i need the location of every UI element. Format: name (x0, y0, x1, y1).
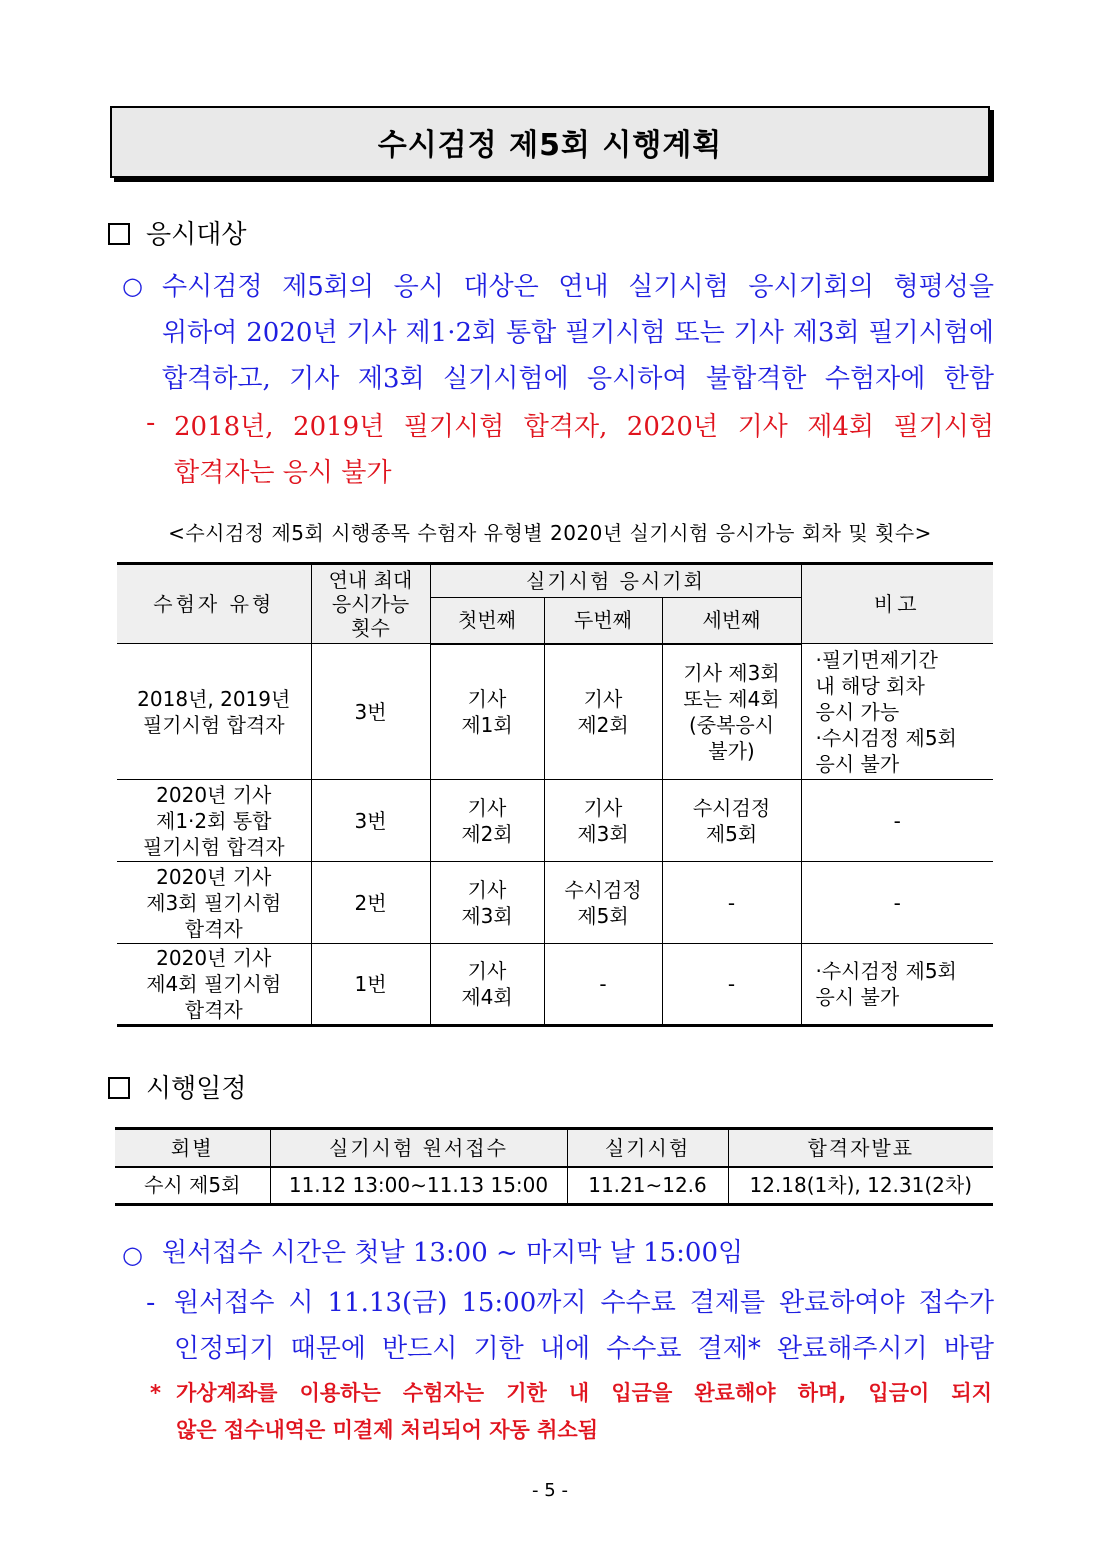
header-third: 세번째 (662, 598, 801, 644)
cell-exam: 11.21∼12.6 (567, 1167, 728, 1205)
exclusion-note (174, 404, 994, 496)
dash-bullet: - (146, 1288, 156, 1318)
table-caption: <수시검정 제5회 시행종목 수험자 유형별 2020년 실기시험 응시가능 회차 및 횟수> (168, 521, 932, 545)
header-candidate-type: 수험자 유형 (117, 564, 311, 644)
payment-note (174, 1280, 994, 1372)
cell-third: 수시검정 제5회 (662, 780, 801, 862)
header-exam-chances: 실기시험 응시기회 (430, 564, 801, 598)
cell-second: 수시검정 제5회 (544, 862, 662, 944)
cell-note: ·수시검정 제5회 응시 불가 (801, 944, 993, 1026)
section-heading-text: 시행일정 (146, 1074, 247, 1104)
cell-third: - (662, 944, 801, 1026)
header-application: 실기시험 원서접수 (270, 1129, 567, 1167)
paragraph-line: 원서접수 시 11.13(금) 15:00까지 수수료 결제를 완료하여야 접수가 (174, 1288, 994, 1318)
cell-first: 기사 제3회 (430, 862, 544, 944)
paragraph-line: 합격자는 응시 불가 (174, 458, 392, 488)
page-title: 수시검정 제5회 시행계획 (110, 106, 990, 178)
cell-note: ·필기면제기간 내 해당 회차 응시 가능 ·수시검정 제5회 응시 불가 (801, 644, 993, 780)
cell-max: 3번 (311, 644, 430, 780)
paragraph-line: 인정되기 때문에 반드시 기한 내에 수수료 결제* 완료해주시기 바람 (174, 1334, 994, 1364)
table-row (117, 944, 993, 1026)
header-second: 두번째 (544, 598, 662, 644)
cell-announcement: 12.18(1차), 12.31(2차) (728, 1167, 993, 1205)
cell-max: 3번 (311, 780, 430, 862)
dash-bullet: - (146, 408, 156, 438)
cell-type: 2020년 기사 제4회 필기시험 합격자 (117, 944, 311, 1026)
cell-second: - (544, 944, 662, 1026)
cell-round: 수시 제5회 (115, 1167, 270, 1205)
cell-type: 2020년 기사 제3회 필기시험 합격자 (117, 862, 311, 944)
eligibility-table (117, 562, 993, 1027)
cell-first: 기사 제1회 (430, 644, 544, 780)
cell-note: - (801, 862, 993, 944)
cell-first: 기사 제2회 (430, 780, 544, 862)
paragraph-line: 2018년, 2019년 필기시험 합격자, 2020년 기사 제4회 필기시험 (174, 412, 994, 442)
cell-type: 2020년 기사 제1·2회 통합 필기시험 합격자 (117, 780, 311, 862)
cell-third: - (662, 862, 801, 944)
cell-third: 기사 제3회 또는 제4회 (중복응시 불가) (662, 644, 801, 780)
header-first: 첫번째 (430, 598, 544, 644)
circle-bullet-icon: ○ (122, 272, 143, 300)
checkbox-square-icon (108, 1077, 130, 1099)
paragraph-line: 위하여 2020년 기사 제1·2회 통합 필기시험 또는 기사 제3회 필기시험에 (162, 318, 994, 348)
schedule-note: 원서접수 시간은 첫날 13:00 ~ 마지막 날 15:00임 (162, 1238, 744, 1268)
paragraph-line: 수시검정 제5회의 응시 대상은 연내 실기시험 응시기회의 형평성을 (162, 272, 994, 302)
table-row (115, 1167, 993, 1205)
section-heading-text: 응시대상 (146, 220, 247, 250)
table-row (117, 644, 993, 780)
cell-second: 기사 제2회 (544, 644, 662, 780)
header-round: 회별 (115, 1129, 270, 1167)
virtual-account-note (150, 1375, 992, 1449)
cell-first: 기사 제4회 (430, 944, 544, 1026)
section-heading-schedule (108, 1068, 246, 1105)
section-heading-eligibility (108, 214, 246, 251)
eligibility-paragraph (162, 264, 994, 402)
asterisk-marker: * (150, 1381, 161, 1405)
checkbox-square-icon (108, 223, 130, 245)
schedule-table (115, 1127, 993, 1206)
page-number: - 5 - (532, 1480, 568, 1501)
header-max-attempts: 연내 최대 응시가능 횟수 (311, 564, 430, 644)
cell-second: 기사 제3회 (544, 780, 662, 862)
circle-bullet-icon: ○ (122, 1241, 143, 1269)
header-remarks: 비고 (801, 564, 993, 644)
header-exam: 실기시험 (567, 1129, 728, 1167)
cell-max: 2번 (311, 862, 430, 944)
cell-max: 1번 (311, 944, 430, 1026)
paragraph-line: 합격하고, 기사 제3회 실기시험에 응시하여 불합격한 수험자에 한함 (162, 364, 994, 394)
cell-application: 11.12 13:00∼11.13 15:00 (270, 1167, 567, 1205)
table-row (117, 780, 993, 862)
paragraph-line: 가상계좌를 이용하는 수험자는 기한 내 입금을 완료해야 하며, 입금이 되지 (176, 1381, 992, 1405)
cell-type: 2018년, 2019년 필기시험 합격자 (117, 644, 311, 780)
table-row (117, 862, 993, 944)
cell-note: - (801, 780, 993, 862)
paragraph-line: 않은 접수내역은 미결제 처리되어 자동 취소됨 (176, 1418, 598, 1442)
header-announcement: 합격자발표 (728, 1129, 993, 1167)
